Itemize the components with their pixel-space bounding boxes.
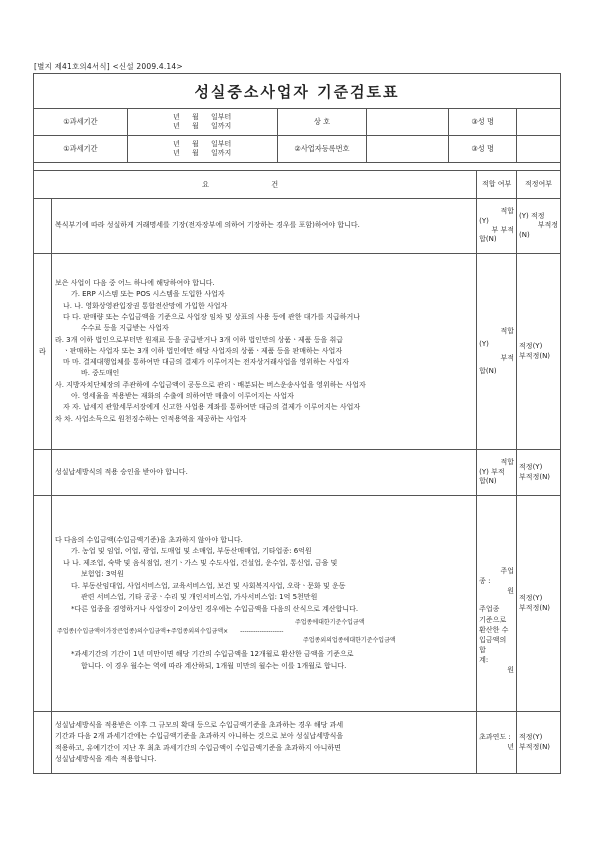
requirement-grace-period: 성실납세방식을 적용받은 이후 그 규모의 확대 등으로 수입금액기준을 초과하는 경우 해당 과세 기간과 다음 2개 과세기간에는 수입금액기준을 초과하지 아니하는 것으로 보아 성실납세방식을 적용하고, 유예기간이 지난 후 최초 과세기간의 수입금액이 수입금액기준을 초과하지 아니하면 성실납세방식을 계속 적용합니다.	[51, 712, 476, 774]
eligibility-cell-4[interactable]: 적정(Y) 부적정(N)	[517, 496, 561, 712]
suitability-cell-2[interactable]: 적합 (Y) 부적 합(N)	[477, 254, 517, 450]
period-from-1: 년 월 일부터	[173, 112, 232, 121]
row-label-5	[34, 712, 52, 774]
spacer-row	[34, 163, 561, 171]
form-number: [별지 제41호의4서식] <신설 2009.4.14>	[34, 62, 183, 71]
name-field-2[interactable]	[517, 136, 561, 163]
suitability-cell-5[interactable]: 초과연도 : 년	[477, 712, 517, 774]
eligibility-header: 적정여부	[517, 171, 561, 199]
requirement-revenue: 다 다음의 수입금액(수입금액기준)을 초과하지 않아야 합니다. 가. 농업 및 임업, 어업, 광업, 도매업 및 소매업, 부동산매매업, 기타업종: 6억원 나 나. 제조업, 숙박 및 음식점업, 전기ㆍ가스 및 수도사업, 건설업, 운수업, 통신업, 금융 및 보험업: 3억원 다. 부동산임대업, 사업서비스업, 교육서비스업, 보건 및 사회복지사업, 오락ㆍ문화 및 운동 관련 서비스업, 기타 공공ㆍ수리 및 개인서비스업, 가사서비스업: 1억 5천만원 *다른 업종을 겸영하거나 사업장이 2이상인 경우에는 수입금액을 다음의 산식으로 계산합니다. 주업종에대한기준수입금액 주업종(수입금액이가장큰업종)의수입금액+주업종외의수입금액× -------------------- 주업종외의업종에대한기준수입금액 *과세기간의 기간이 1년 미만이면 해당 기간의 수입금액을 12개월로 환산한 금액을 기준으로 합니다. 이 경우 월수는 역에 따라 계산하되, 1개월 미만의 월수는 이를 1개월로 합니다.	[51, 496, 476, 712]
company-name-field[interactable]	[367, 109, 449, 136]
formula-main: 주업종(수입금액이가장큰업종)의수입금액+주업종외의수입금액× --------------------	[56, 628, 284, 636]
period-to-1: 년 월 일까지	[173, 122, 232, 130]
name-field-1[interactable]	[517, 109, 561, 136]
row-label-3	[34, 450, 52, 496]
company-name-label: 상 호	[277, 109, 367, 136]
suitability-header: 적합 여부	[477, 171, 517, 199]
period-label-1: ①과세기간	[34, 109, 128, 136]
formula-numerator: 주업종에대한기준수입금액	[294, 619, 365, 627]
period-range-1	[127, 109, 277, 136]
suitability-cell-3[interactable]: 적합 (Y) 부적 합(N)	[477, 450, 517, 496]
eligibility-cell-1[interactable]: (Y) 적정 부적정 (N)	[517, 199, 561, 254]
requirement-bookkeeping: 복식부기에 따라 성실하게 거래명세를 기장(전자장부에 의하여 기장하는 경우를 포함)하여야 합니다.	[51, 199, 476, 254]
row-label-4	[34, 496, 52, 712]
formula-denominator: 주업종외의업종에대한기준수입금액	[302, 637, 396, 645]
period-range-2	[127, 136, 277, 163]
eligibility-cell-2[interactable]: 적정(Y) 부적정(N)	[517, 254, 561, 450]
business-number-field[interactable]	[367, 136, 449, 163]
suitability-cell-4[interactable]: 주업 종 : 원 주업종 기준으로 환산한 수 입금액의 합 계: 원	[477, 496, 517, 712]
form-table	[33, 73, 561, 774]
period-label-2: ①과세기간	[34, 136, 128, 163]
requirement-header: 요 건	[34, 171, 477, 199]
eligibility-cell-3[interactable]: 적정(Y) 부적정(N)	[517, 450, 561, 496]
requirement-business-types: 보은 사업이 다음 중 어느 하나에 해당하여야 합니다. 가. ERP 시스템 또는 POS 시스템을 도입한 사업자 나. 나. 영화상영관입장권 통합전산망에 가입한 사업자 다 다. 판매량 또는 수입금액을 기준으로 사업장 임차 및 상표의 사용 등에 관한 대가를 지급하거나 수수료 등을 지급받는 사업자 라. 3개 이하 법인으로부터만 원재료 등을 공급받거나 3개 이하 법인만의 상품ㆍ제품 등을 취급 ㆍ판매하는 사업자 또는 3개 이하 법인에만 해당 사업자의 상품ㆍ제품 등을 판매하는 사업자 마 마. 결제대행업체를 통하여만 대금의 결제가 이루어지는 전자상거래사업을 영위하는 사업자 바. 중도매인 사. 지방자치단체장의 주관하에 수입금액이 공동으로 관리ㆍ배분되는 버스운송사업을 영위하는 사업자 아. 영세율을 적용받는 재화의 수출에 의하여만 매출이 이루어지는 사업자 자 자. 납세지 관할세무서장에게 신고한 사업용 계좌를 통하여만 대금의 결제가 이루어지는 사업자 차 차. 사업소득으로 원천징수하는 인적용역을 제공하는 사업자	[51, 254, 476, 450]
period-to-2: 년 월 일까지	[173, 149, 232, 157]
name-label-2: ③성 명	[449, 136, 517, 163]
requirement-approval: 성실납세방식의 적용 승인을 받아야 합니다.	[51, 450, 476, 496]
name-label-1: ③성 명	[449, 109, 517, 136]
row-label-1	[34, 199, 52, 254]
page-title: 성실중소사업자 기준검토표	[34, 74, 561, 109]
eligibility-cell-5[interactable]: 적정(Y) 부적정(N)	[517, 712, 561, 774]
business-number-label: ②사업자등록번호	[277, 136, 367, 163]
row-label-2: 라	[34, 254, 52, 450]
period-from-2: 년 월 일부터	[173, 139, 232, 148]
revenue-formula	[55, 618, 473, 645]
suitability-cell-1[interactable]: 적합 (Y) 부 부적 합(N)	[477, 199, 517, 254]
